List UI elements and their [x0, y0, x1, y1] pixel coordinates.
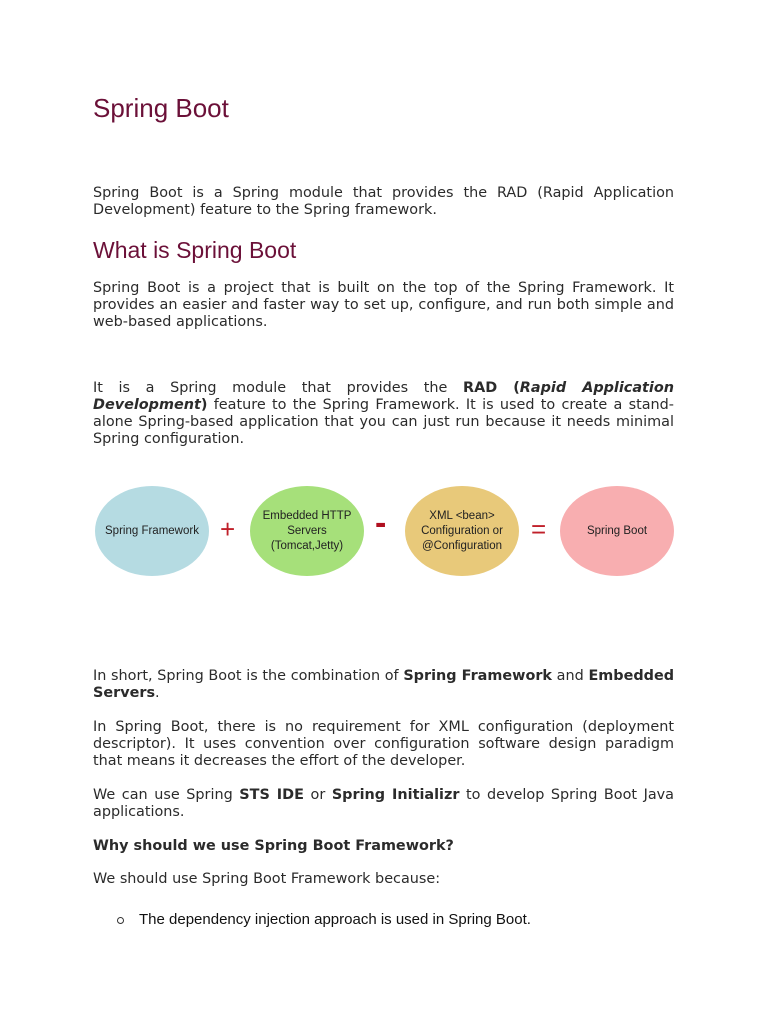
- circle-bullet-icon: [117, 917, 124, 924]
- spring-boot-label: Spring Boot: [586, 524, 648, 537]
- section-heading: What is Spring Boot: [93, 237, 297, 263]
- tools-text-mid: or: [303, 787, 332, 803]
- combination-text-mid: and: [552, 668, 589, 684]
- combination-text-post: .: [155, 685, 160, 701]
- rad-bold: RAD (: [462, 380, 520, 396]
- plus-operator: +: [220, 514, 236, 544]
- why-intro: We should use Spring Boot Framework because:: [93, 871, 441, 887]
- embedded-servers-bold: Embedded Servers: [93, 668, 675, 701]
- sts-ide-bold: STS IDE: [239, 787, 304, 803]
- tools-paragraph: [93, 787, 674, 821]
- spring-framework-bold: Spring Framework: [403, 668, 552, 684]
- list-item-text: The dependency injection approach is used in Spring Boot.: [139, 911, 531, 928]
- rad-text-post: feature to the Spring Framework. It is used to create a stand-alone Spring-based application that you can just run because it needs minimal Spring configuration.: [93, 397, 674, 447]
- why-heading-text: Why should we use Spring Boot Framework?: [93, 838, 454, 854]
- minus-operator: -: [375, 504, 387, 542]
- rad-bold-close: ): [200, 397, 208, 413]
- embedded-servers-circle: [250, 486, 364, 576]
- rad-bold-italic: Rapid Application Development: [93, 380, 674, 413]
- tools-text-pre: We can use Spring: [93, 787, 240, 803]
- intro-paragraph: Spring Boot is a Spring module that provides the RAD (Rapid Application Development) feature to the Spring framework.: [93, 185, 674, 218]
- page-title: Spring Boot: [93, 93, 229, 123]
- what-is-paragraph: Spring Boot is a project that is built on the top of the Spring Framework. It provides an easier and faster way to set up, configure, and run both simple and web-based applications.: [93, 280, 674, 330]
- embedded-servers-label: Embedded HTTP Servers (Tomcat,Jetty): [262, 509, 352, 552]
- combination-text-pre: In short, Spring Boot is the combination of: [93, 668, 404, 684]
- spring-boot-circle: [560, 486, 674, 576]
- why-heading: [93, 838, 674, 855]
- spring-boot-equation-diagram: [93, 484, 674, 580]
- xml-config-paragraph: In Spring Boot, there is no requirement for XML configuration (deployment descriptor). It uses convention over configuration software design paradigm that means it decreases the effort of the developer.: [93, 719, 674, 769]
- spring-framework-label: Spring Framework: [105, 524, 199, 537]
- tools-text-post: to develop Spring Boot Java applications.: [93, 787, 674, 820]
- equals-operator: =: [531, 514, 547, 544]
- spring-initializr-bold: Spring Initializr: [331, 787, 460, 803]
- rad-text-pre: It is a Spring module that provides the: [93, 380, 463, 396]
- xml-config-circle: [405, 486, 519, 576]
- combination-paragraph: [93, 668, 674, 702]
- spring-framework-circle: [95, 486, 209, 576]
- rad-paragraph: [93, 380, 674, 448]
- xml-config-label: XML <bean> Configuration or @Configuration: [421, 509, 503, 552]
